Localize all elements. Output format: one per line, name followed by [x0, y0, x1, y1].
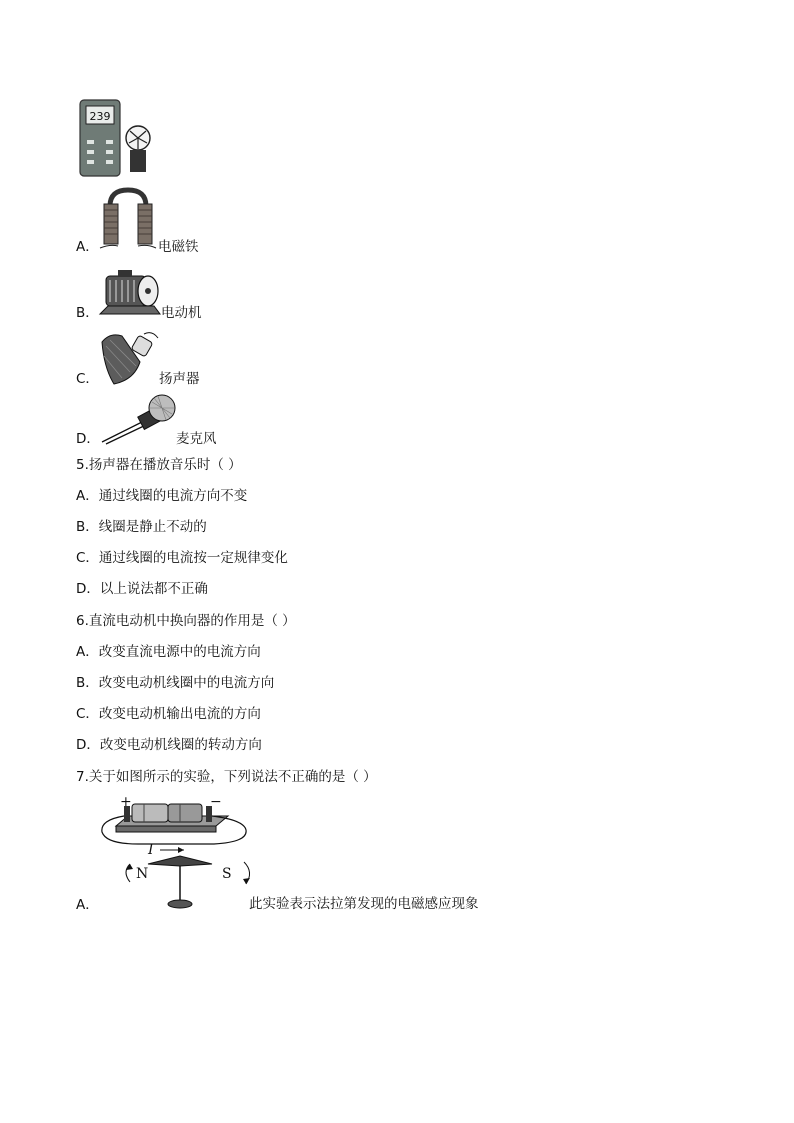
- question-5-stem: 5.扬声器在播放音乐时（ ）: [76, 457, 242, 473]
- q6-option-a: A．改变直流电源中的电流方向: [76, 644, 261, 660]
- q5-option-d: D．以上说法都不正确: [76, 581, 208, 597]
- electromagnet-image: [100, 186, 156, 252]
- q4-option-a-caption: 电磁铁: [158, 239, 199, 255]
- q5-option-b: B．线圈是静止不动的: [76, 519, 207, 535]
- q6-option-c: C．改变电动机输出电流的方向: [76, 706, 261, 722]
- q4-option-d-letter: D．: [76, 431, 100, 447]
- question-6-stem: 6.直流电动机中换向器的作用是（ ）: [76, 613, 296, 629]
- current-label: I: [148, 842, 154, 858]
- microphone-image: [100, 392, 178, 446]
- q6-option-b: B．改变电动机线圈中的电流方向: [76, 675, 275, 691]
- anemometer-figure: [78, 98, 158, 178]
- electric-motor-image: [100, 268, 162, 318]
- meter-display: 239: [89, 110, 111, 123]
- q4-option-b-letter: B．: [76, 305, 99, 321]
- q4-option-d-caption: 麦克风: [176, 431, 217, 447]
- south-pole-label: S: [222, 866, 232, 882]
- oersted-experiment-figure: [98, 792, 254, 912]
- q7-option-a-caption: 此实验表示法拉第发现的电磁感应现象: [249, 896, 479, 912]
- q5-option-a: A．通过线圈的电流方向不变: [76, 488, 248, 504]
- north-pole-label: N: [136, 866, 149, 882]
- q7-option-a-letter: A．: [76, 897, 99, 913]
- q4-option-a-letter: A．: [76, 239, 99, 255]
- question-7-stem: 7.关于如图所示的实验，下列说法不正确的是（ ）: [76, 769, 377, 785]
- plus-terminal-label: +: [120, 794, 132, 810]
- q4-option-c-caption: 扬声器: [159, 371, 200, 387]
- speaker-image: [100, 328, 158, 386]
- q4-option-b-caption: 电动机: [161, 305, 202, 321]
- q6-option-d: D．改变电动机线圈的转动方向: [76, 737, 262, 753]
- q5-option-c: C．通过线圈的电流按一定规律变化: [76, 550, 288, 566]
- q4-option-c-letter: C．: [76, 371, 99, 387]
- minus-terminal-label: −: [210, 794, 222, 810]
